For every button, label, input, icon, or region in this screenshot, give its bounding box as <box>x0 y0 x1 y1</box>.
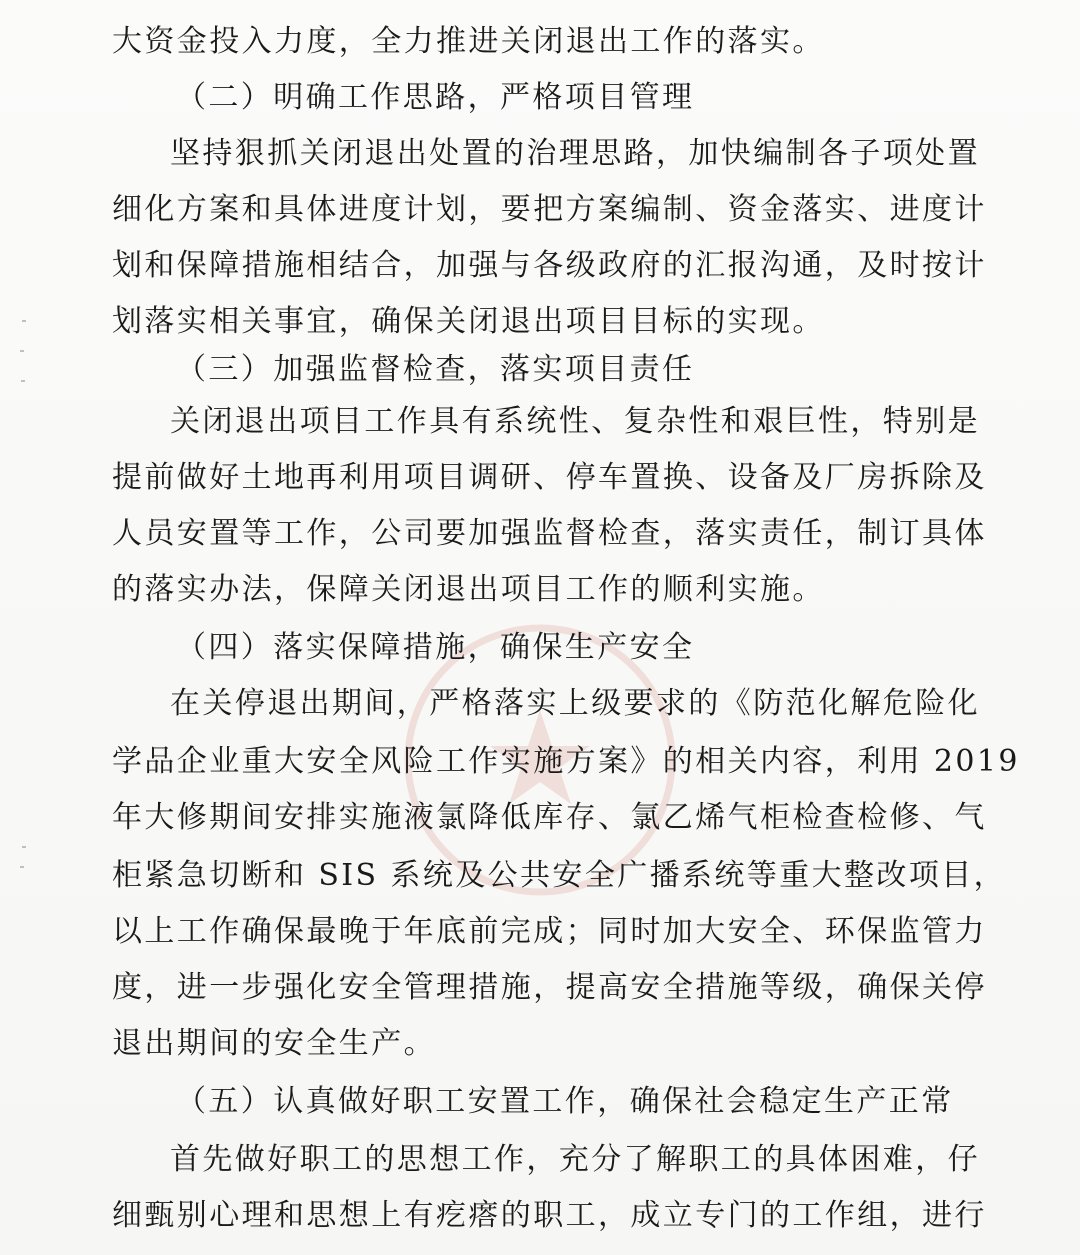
body-line: 的落实办法，保障关闭退出项目工作的顺利实施。 <box>112 572 825 607</box>
body-line: 细化方案和具体进度计划，要把方案编制、资金落实、进度计 <box>112 192 987 227</box>
body-line: 年大修期间安排实施液氯降低库存、氯乙烯气柜检查检修、气 <box>112 800 987 835</box>
body-line: 以上工作确保最晚于年底前完成；同时加大安全、环保监管力 <box>112 914 987 949</box>
body-line: 细甄别心理和思想上有疙瘩的职工，成立专门的工作组，进行 <box>112 1198 987 1233</box>
body-line: 在关停退出期间，严格落实上级要求的《防范化解危险化 <box>170 686 980 721</box>
scan-speck <box>20 350 24 352</box>
section-heading-4: （四）落实保障措施，确保生产安全 <box>176 630 695 665</box>
body-line: 提前做好土地再利用项目调研、停车置换、设备及厂房拆除及 <box>112 460 987 495</box>
body-line: 首先做好职工的思想工作，充分了解职工的具体困难，仔 <box>170 1142 980 1177</box>
scan-speck <box>20 866 24 868</box>
body-line: 人员安置等工作，公司要加强监督检查，落实责任，制订具体 <box>112 516 987 551</box>
body-line: 退出期间的安全生产。 <box>112 1026 436 1061</box>
body-line: 关闭退出项目工作具有系统性、复杂性和艰巨性，特别是 <box>170 404 980 439</box>
scan-speck <box>21 380 25 382</box>
section-heading-3: （三）加强监督检查，落实项目责任 <box>176 352 695 387</box>
body-line: 划落实相关事宜，确保关闭退出项目目标的实现。 <box>112 304 825 339</box>
section-heading-5: （五）认真做好职工安置工作，确保社会稳定生产正常 <box>176 1084 954 1119</box>
body-line: 度，进一步强化安全管理措施，提高安全措施等级，确保关停 <box>112 970 987 1005</box>
scan-speck <box>22 846 26 848</box>
body-line: 划和保障措施相结合，加强与各级政府的汇报沟通，及时按计 <box>112 248 987 283</box>
body-line: 坚持狠抓关闭退出处置的治理思路，加快编制各子项处置 <box>170 136 980 171</box>
body-line: 学品企业重大安全风险工作实施方案》的相关内容，利用 2019 <box>112 744 1020 779</box>
body-line: 柜紧急切断和 SIS 系统及公共安全广播系统等重大整改项目， <box>112 858 1007 893</box>
scan-speck <box>22 320 26 322</box>
body-line: 大资金投入力度，全力推进关闭退出工作的落实。 <box>112 24 825 59</box>
section-heading-2: （二）明确工作思路，严格项目管理 <box>176 80 695 115</box>
